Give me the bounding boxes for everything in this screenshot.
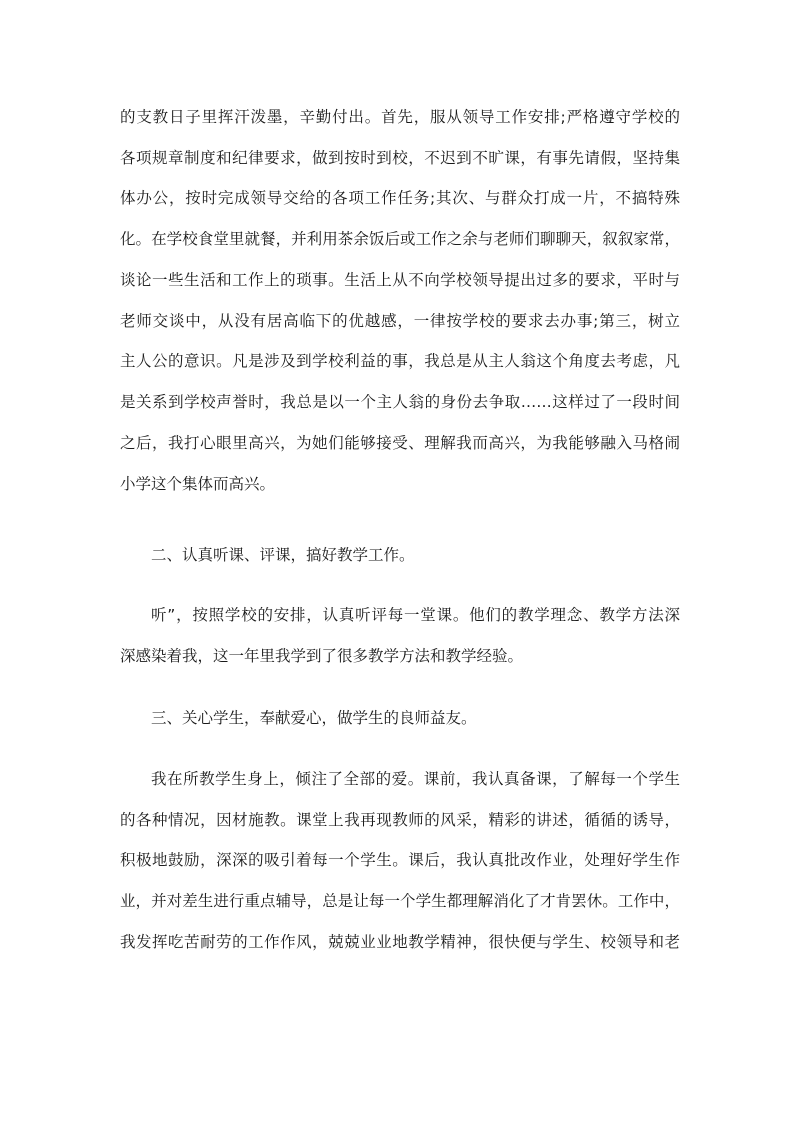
paragraph-line: 之后，我打心眼里高兴，为她们能够接受、理解我而高兴，为我能够融入马格闹 (120, 434, 680, 452)
paragraph-line: 化。在学校食堂里就餐，并利用茶余饭后或工作之余与老师们聊聊天，叙叙家常， (120, 230, 680, 248)
paragraph-line: 深感染着我，这一年里我学到了很多教学方法和教学经验。 (120, 647, 524, 665)
paragraph-line: 听”，按照学校的安排，认真听评每一堂课。他们的教学理念、教学方法深 (151, 606, 680, 624)
paragraph-line: 各项规章制度和纪律要求，做到按时到校，不迟到不旷课，有事先请假，坚持集 (120, 149, 680, 167)
paragraph-line: 的各种情况，因材施教。课堂上我再现教师的风采，精彩的讲述，循循的诱导， (120, 811, 680, 829)
paragraph-line: 的支教日子里挥汗泼墨，辛勤付出。首先，服从领导工作安排;严格遵守学校的 (120, 108, 680, 126)
section-heading-3: 三、关心学生，奉献爱心，做学生的良师益友。 (151, 709, 477, 727)
paragraph-line: 体办公，按时完成领导交给的各项工作任务;其次、与群众打成一片，不搞特殊 (120, 189, 680, 207)
paragraph-line: 我在所教学生身上，倾注了全部的爱。课前，我认真备课，了解每一个学生 (151, 770, 680, 788)
paragraph-line: 业，并对差生进行重点辅导，总是让每一个学生都理解消化了才肯罢休。工作中， (120, 892, 680, 910)
paragraph-line: 老师交谈中，从没有居高临下的优越感，一律按学校的要求去办事;第三，树立 (120, 312, 680, 330)
paragraph-line: 我发挥吃苦耐劳的工作作风，兢兢业业地教学精神，很快便与学生、校领导和老 (120, 933, 680, 951)
paragraph-line: 积极地鼓励，深深的吸引着每一个学生。课后，我认真批改作业，处理好学生作 (120, 851, 680, 869)
paragraph-line: 是关系到学校声誉时，我总是以一个主人翁的身份去争取……这样过了一段时间 (120, 393, 680, 411)
paragraph-line: 主人公的意识。凡是涉及到学校利益的事，我总是从主人翁这个角度去考虑，凡 (120, 352, 680, 370)
paragraph-line: 谈论一些生活和工作上的琐事。生活上从不向学校领导提出过多的要求，平时与 (120, 271, 680, 289)
section-heading-2: 二、认真听课、评课，搞好教学工作。 (151, 546, 415, 564)
paragraph-line: 小学这个集体而高兴。 (120, 475, 276, 493)
